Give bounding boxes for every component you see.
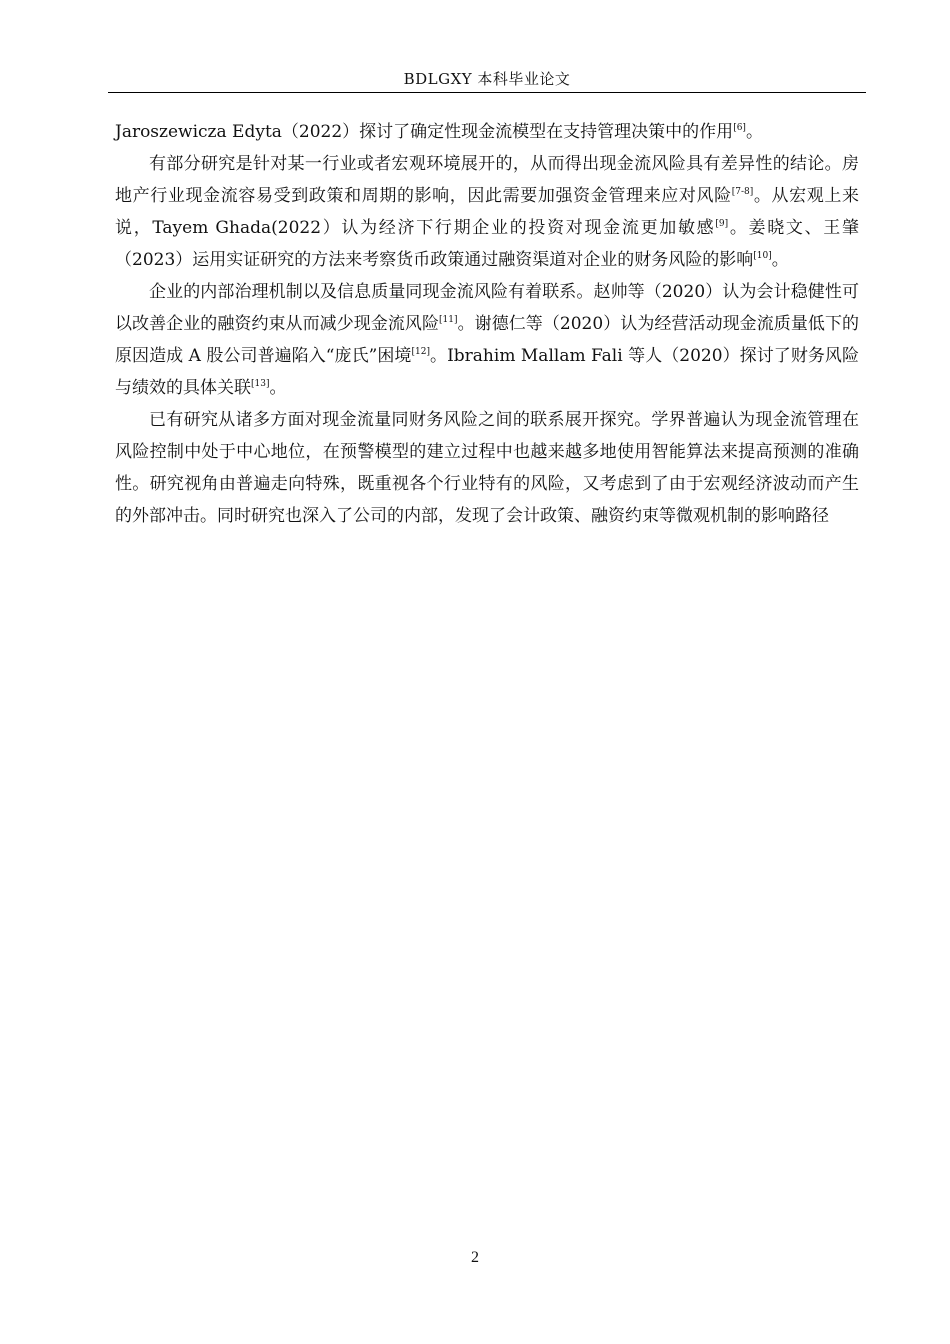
segment-text: 。从宏观上来说，Tayem Ghada(2022）认为经济下行期企业的投资对现金流更加敏感 bbox=[115, 186, 860, 238]
paragraph bbox=[115, 116, 859, 148]
page-number: 2 bbox=[471, 1249, 479, 1266]
citation-marker: [6] bbox=[733, 123, 746, 133]
text-segment bbox=[269, 378, 286, 398]
text-segment bbox=[115, 122, 746, 142]
paragraph bbox=[115, 148, 859, 276]
segment-text: 有部分研究是针对某一行业或者宏观环境展开的，从而得出现金流风险具有差异性的结论。房地产行业现金流容易受到政策和周期的影响，因此需要加强资金管理来应对风险 bbox=[115, 154, 859, 206]
segment-text: 。 bbox=[745, 122, 763, 142]
segment-text: 。姜晓文、王肇（2023）运用实证研究的方法来考察货币政策通过融资渠道对企业的财务风险的影响 bbox=[115, 218, 860, 270]
text-segment bbox=[115, 410, 859, 526]
segment-text: 。 bbox=[771, 250, 789, 270]
paragraph bbox=[115, 276, 859, 404]
citation-marker: [11] bbox=[439, 315, 458, 325]
segment-text: 。 bbox=[269, 378, 287, 398]
running-header: BDLGXY 本科毕业论文 bbox=[108, 70, 866, 93]
citation-marker: [9] bbox=[715, 219, 729, 229]
citation-marker: [13] bbox=[251, 379, 270, 389]
segment-text: 。谢德仁等（2020）认为经营活动现金流质量低下的原因造成 A 股公司普遍陷入“庞氏”困境 bbox=[115, 314, 860, 366]
segment-text: Jaroszewicza Edyta（2022）探讨了确定性现金流模型在支持管理决策中的作用 bbox=[115, 122, 734, 142]
body-text bbox=[115, 116, 859, 532]
segment-text: 企业的内部治理机制以及信息质量同现金流风险有着联系。赵帅等（2020）认为会计稳健性可以改善企业的融资约束从而减少现金流风险 bbox=[115, 282, 859, 334]
paragraph bbox=[115, 404, 859, 532]
text-segment bbox=[115, 154, 859, 206]
segment-text: 。Ibrahim Mallam Fali 等人（2020）探讨了财务风险与绩效的具体关联 bbox=[115, 346, 859, 398]
text-segment bbox=[746, 122, 763, 142]
citation-marker: [7-8] bbox=[731, 187, 754, 197]
segment-text: 已有研究从诸多方面对现金流量同财务风险之间的联系展开探究。学界普遍认为现金流管理在风险控制中处于中心地位，在预警模型的建立过程中也越来越多地使用智能算法来提高预测的准确性。研究视角由普遍走向特殊，既重视各个行业特有的风险，又考虑到了由于宏观经济波动而产生的外部冲击。同时研究也深入了公司的内部，发现了会计政策、融资约束等微观机制的影响路径 bbox=[115, 410, 859, 526]
citation-marker: [12] bbox=[411, 347, 430, 357]
text-segment bbox=[772, 250, 789, 270]
citation-marker: [10] bbox=[753, 251, 772, 261]
